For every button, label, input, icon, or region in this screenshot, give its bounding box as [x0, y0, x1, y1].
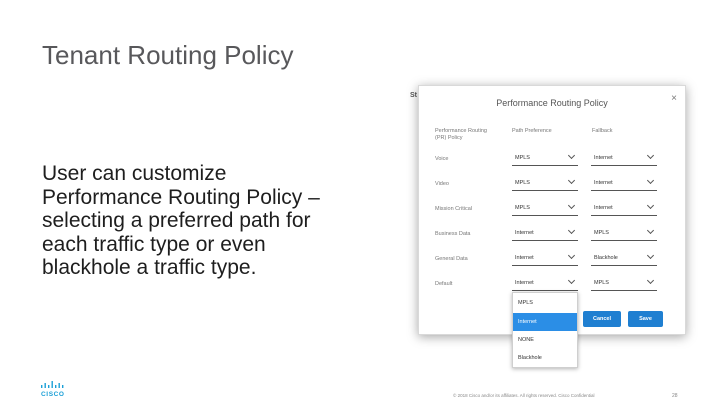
dropdown-option-mpls[interactable]: MPLS — [518, 300, 533, 306]
column-header-policy — [435, 128, 487, 142]
chevron-down-icon — [568, 254, 575, 261]
cisco-logo — [40, 380, 68, 398]
select-value: MPLS — [515, 180, 530, 186]
video-fallback-select[interactable] — [591, 177, 657, 191]
business-data-fallback-select[interactable] — [591, 227, 657, 241]
close-icon[interactable]: × — [671, 93, 677, 104]
video-path-preference-select[interactable] — [512, 177, 578, 191]
select-value: MPLS — [594, 230, 609, 236]
select-value: Internet — [594, 205, 613, 211]
select-value: Blackhole — [594, 255, 618, 261]
chevron-down-icon — [647, 279, 654, 286]
select-value: Internet — [515, 255, 534, 261]
default-path-preference-select[interactable] — [512, 277, 578, 291]
select-value: Internet — [594, 180, 613, 186]
mission-critical-fallback-select[interactable] — [591, 202, 657, 216]
chevron-down-icon — [568, 179, 575, 186]
row-label-mission-critical: Mission Critical — [435, 206, 472, 212]
slide-title: Tenant Routing Policy — [42, 40, 294, 70]
row-label-video: Video — [435, 181, 449, 187]
select-value: MPLS — [515, 155, 530, 161]
general-data-fallback-select[interactable] — [591, 252, 657, 266]
chevron-down-icon — [647, 204, 654, 211]
business-data-path-preference-select[interactable] — [512, 227, 578, 241]
row-label-voice: Voice — [435, 156, 449, 162]
row-label-default: Default — [435, 281, 453, 287]
column-header-policy-line1: Performance Routing — [435, 128, 487, 134]
dialog-title: Performance Routing Policy — [496, 98, 608, 108]
voice-fallback-select[interactable] — [591, 152, 657, 166]
select-value: MPLS — [594, 280, 609, 286]
select-value: Internet — [515, 280, 534, 286]
save-button[interactable]: Save — [628, 311, 663, 327]
chevron-down-icon — [568, 279, 575, 286]
background-window-stub: St — [410, 92, 417, 99]
mission-critical-path-preference-select[interactable] — [512, 202, 578, 216]
row-label-business-data: Business Data — [435, 231, 471, 237]
default-fallback-select[interactable] — [591, 277, 657, 291]
slide-body-text: User can customize Performance Routing Policy – selecting a preferred path for each traffic type or even blackhole a traffic type. — [42, 162, 320, 279]
voice-path-preference-select[interactable] — [512, 152, 578, 166]
column-header-policy-line2: (PR) Policy — [435, 135, 463, 141]
chevron-down-icon — [568, 229, 575, 236]
chevron-down-icon — [647, 154, 654, 161]
dropdown-option-none[interactable]: NONE — [518, 337, 534, 343]
chevron-down-icon — [568, 204, 575, 211]
footer-copyright: © 2018 Cisco and/or its affiliates. All rights reserved. Cisco Confidential — [453, 393, 595, 398]
row-label-general-data: General Data — [435, 256, 468, 262]
dropdown-option-internet[interactable]: Internet — [513, 313, 577, 331]
column-header-path-preference: Path Preference — [512, 128, 552, 134]
select-value: Internet — [515, 230, 534, 236]
dropdown-option-blackhole[interactable]: Blackhole — [518, 355, 542, 361]
chevron-down-icon — [568, 154, 575, 161]
general-data-path-preference-select[interactable] — [512, 252, 578, 266]
svg-text:CISCO: CISCO — [41, 391, 65, 398]
chevron-down-icon — [647, 229, 654, 236]
path-preference-dropdown-menu — [512, 292, 578, 368]
column-header-fallback: Fallback — [592, 128, 613, 134]
chevron-down-icon — [647, 179, 654, 186]
select-value: MPLS — [515, 205, 530, 211]
select-value: Internet — [594, 155, 613, 161]
page-number: 28 — [672, 393, 678, 399]
cancel-button[interactable]: Cancel — [583, 311, 621, 327]
chevron-down-icon — [647, 254, 654, 261]
